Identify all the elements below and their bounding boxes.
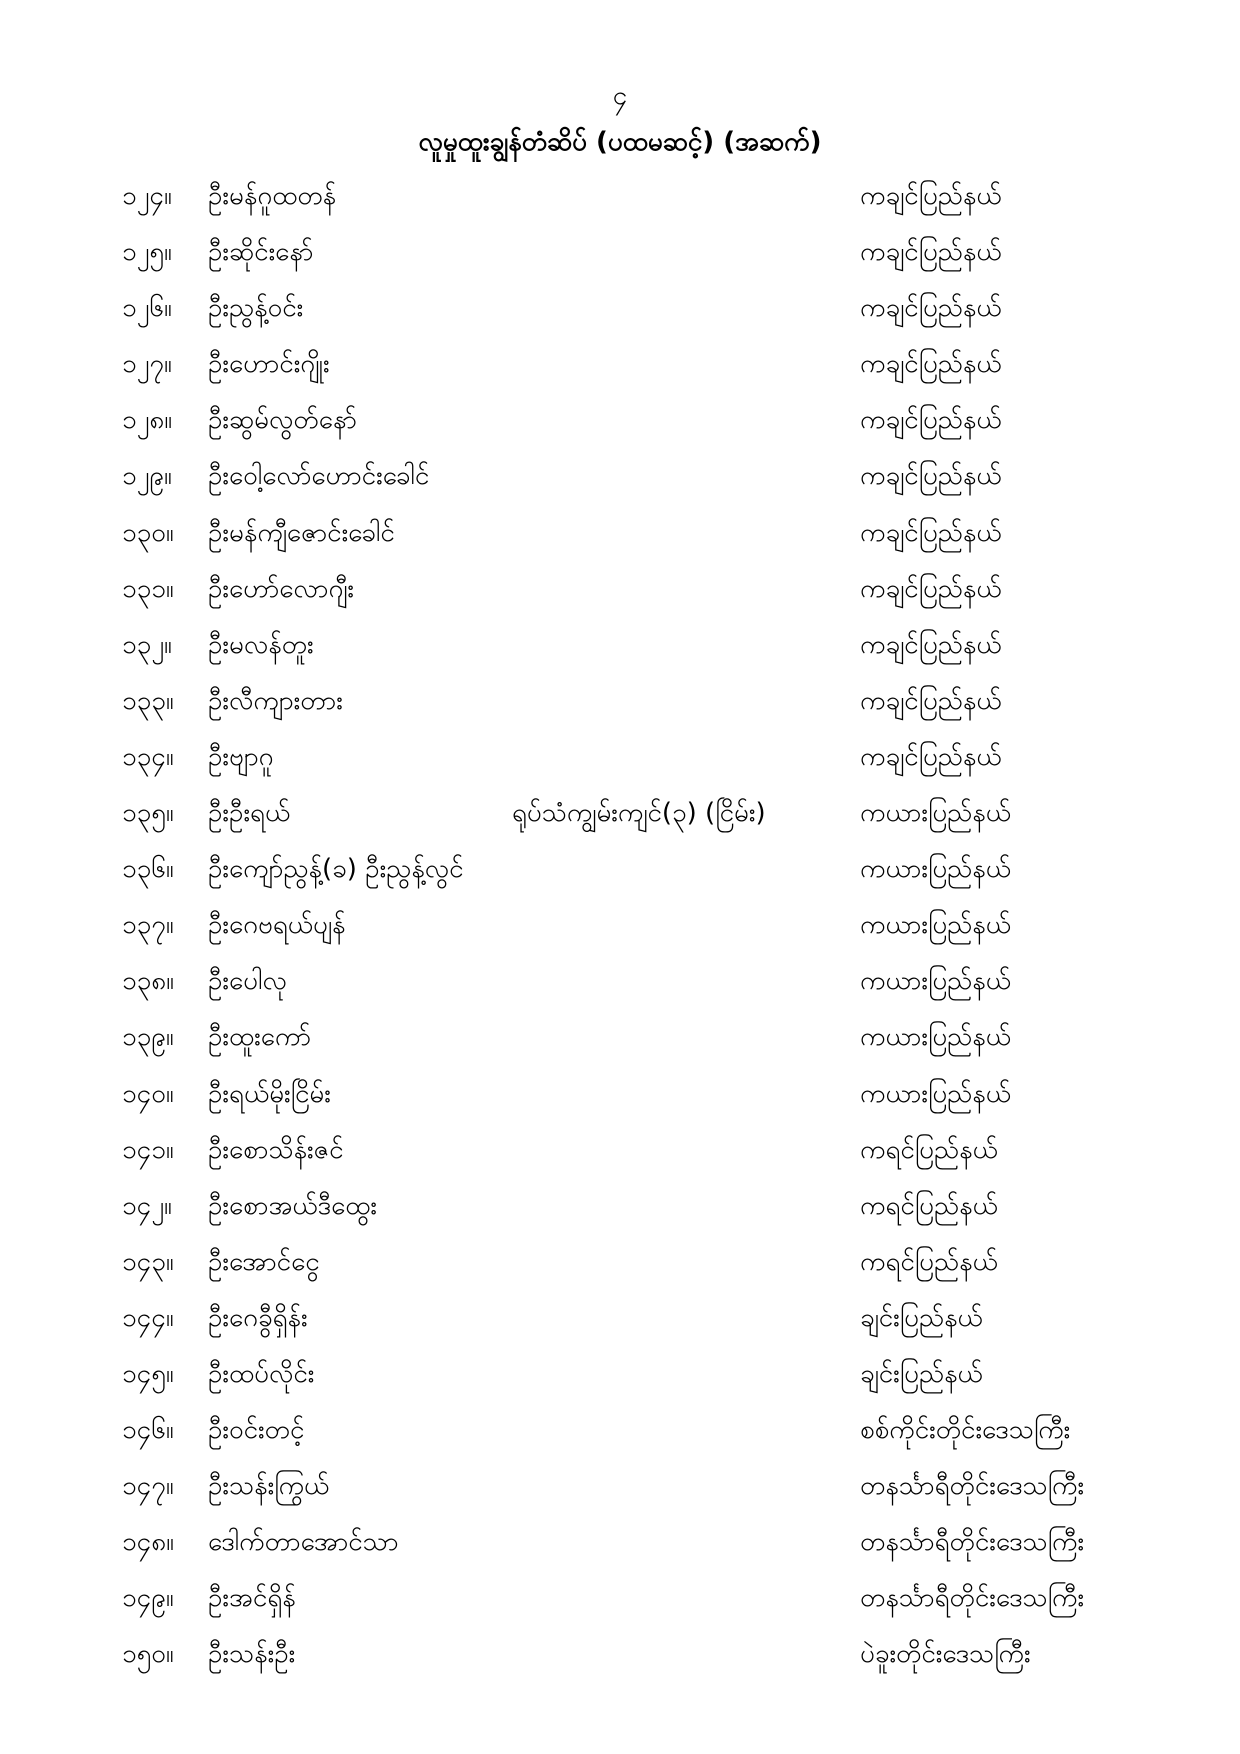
item-number: ၁၂၇။ [122,349,172,380]
awardee-name: ဦးထပ်လိုင်း [208,1358,315,1389]
awardee-region: ကချင်ပြည်နယ် [860,741,1002,772]
awardee-region: ကချင်ပြည်နယ် [860,181,1002,211]
awardee-region: ကယားပြည်နယ် [860,966,1011,997]
list-item [0,458,1240,514]
awardee-region: ကချင်ပြည်နယ် [860,685,1002,716]
awardee-name: ဦးသန်းကြွယ် [208,1471,330,1502]
list-item [0,515,1240,571]
awardee-region: တနင်္သာရီတိုင်းဒေသကြီး [860,1471,1085,1502]
awardee-region: ကယားပြည်နယ် [860,910,1011,941]
list-item [0,402,1240,458]
item-number: ၁၃၈။ [122,966,174,997]
item-number: ၁၃၉။ [122,1022,174,1053]
item-number: ၁၄၁။ [122,1134,174,1165]
awardee-name: ဦးပေါလု [208,966,287,997]
item-number: ၁၅၀။ [122,1639,174,1670]
awardee-region: ကချင်ပြည်နယ် [860,517,1002,548]
awardee-region: ကချင်ပြည်နယ် [860,573,1002,604]
item-number: ၁၃၁။ [122,573,174,604]
item-number: ၁၄၆။ [122,1415,174,1446]
awardee-name: ဦးဂေခွီရှိန်း [208,1302,308,1333]
awardee-region: ကယားပြည်နယ် [860,1078,1011,1109]
item-number: ၁၃၂။ [122,629,172,660]
item-number: ၁၃၅။ [122,798,174,829]
list-item [0,1636,1240,1692]
item-number: ၁၄၂။ [122,1190,172,1221]
list-item [0,851,1240,907]
list-item [0,683,1240,739]
list-item [0,234,1240,290]
list-item [0,1019,1240,1075]
item-number: ၁၂၄။ [122,181,172,211]
list-item [0,1412,1240,1468]
awardee-region: ကချင်ပြည်နယ် [860,461,1002,492]
list-item [0,963,1240,1019]
item-number: ၁၃၃။ [122,685,174,716]
page-title: လူမှုထူးချွန်တံဆိပ် (ပထမဆင့်) (အဆက်) [418,127,822,157]
item-number: ၁၂၉။ [122,461,172,492]
item-number: ၁၄၇။ [122,1471,174,1502]
awardee-name: ဦးညွန့်ဝင်း [208,293,304,324]
item-number: ၁၄၅။ [122,1358,174,1389]
awardee-name: ဦးဝင်းတင့် [208,1415,305,1446]
item-number: ၁၄၄။ [122,1302,174,1333]
awardee-region: ကချင်ပြည်နယ် [860,237,1002,268]
awardee-region: တနင်္သာရီတိုင်းဒေသကြီး [860,1527,1085,1558]
awardee-name: ဦးရယ်မိုးငြိမ်း [208,1078,331,1109]
list-item [0,627,1240,683]
awardee-region: ကချင်ပြည်နယ် [860,405,1002,436]
list-item [0,907,1240,963]
list-item [0,1132,1240,1188]
awardee-name: ဦးဦးရယ် [208,798,291,829]
list-item [0,1468,1240,1524]
list-item [0,571,1240,627]
list-item [0,1300,1240,1356]
awardee-name: ဦးစောအယ်ဒီထွေး [208,1190,377,1221]
awardee-name: ဦးအင်ရှိန် [208,1583,296,1614]
awardee-region: ကချင်ပြည်နယ် [860,293,1002,324]
awardee-name: ဦးဟောင်းဂျိုး [208,349,330,380]
awardee-region: တနင်္သာရီတိုင်းဒေသကြီး [860,1583,1085,1614]
item-number: ၁၄၀။ [122,1078,174,1109]
awardee-name: ဦးစောသိန်းဇင် [208,1134,344,1165]
item-number: ၁၂၈။ [122,405,173,436]
awardee-region: ပဲခူးတိုင်းဒေသကြီး [860,1639,1031,1670]
awardee-name: ဦးဝေါ့လော်ဟောင်းခေါင် [208,461,430,492]
awardee-name: ဦးဟော်လောဂျီး [208,573,355,604]
item-number: ၁၃၇။ [122,910,174,941]
awardee-name: ဦးလီကျားတား [208,685,343,716]
awardee-name: ဦးကျော်ညွန့်(ခ) ဦးညွန့်လွင် [208,854,464,885]
list-item [0,1524,1240,1580]
awardee-region: ကချင်ပြည်နယ် [860,629,1002,660]
list-item [0,795,1240,851]
awardee-name: ဒေါက်တာအောင်သာ [208,1527,399,1558]
awardee-region: ချင်းပြည်နယ် [860,1302,983,1333]
item-number: ၁၃၀။ [122,517,174,548]
item-number: ၁၃၆။ [122,854,174,885]
awardee-region: ကရင်ပြည်နယ် [860,1134,998,1165]
awardee-name: ဦးမလန်တူး [208,629,314,660]
awardee-region: ကချင်ပြည်နယ် [860,349,1002,380]
list-item [0,1244,1240,1300]
awardee-name: ဦးမန်ဂူထတန် [208,181,337,211]
awardee-name: ဦးဂေဗရယ်ပျန် [208,910,346,941]
list-item [0,178,1240,234]
list-item [0,346,1240,402]
awardee-name: ဦးဆွမ်လွတ်နော် [208,405,357,436]
awardee-list [0,178,1240,1693]
awardee-name: ဦးဆိုင်းနော် [208,237,314,268]
awardee-region: ကယားပြည်နယ် [860,1022,1011,1053]
awardee-region: ကရင်ပြည်နယ် [860,1190,998,1221]
list-item [0,1356,1240,1412]
awardee-region: ကယားပြည်နယ် [860,798,1011,829]
item-number: ၁၄၈။ [122,1527,174,1558]
awardee-region: စစ်ကိုင်းတိုင်းဒေသကြီး [860,1415,1071,1446]
awardee-region: ချင်းပြည်နယ် [860,1358,983,1389]
awardee-note: ရုပ်သံကျွမ်းကျင်(၃) (ငြိမ်း) [512,798,766,829]
list-item [0,1076,1240,1132]
list-item [0,739,1240,795]
list-item [0,1188,1240,1244]
awardee-region: ကရင်ပြည်နယ် [860,1246,998,1277]
item-number: ၁၄၃။ [122,1246,174,1277]
awardee-name: ဦးထူးကော် [208,1022,312,1053]
awardee-name: ဦးဗျာဂူ [208,741,274,772]
awardee-name: ဦးသန်းဦး [208,1639,296,1670]
item-number: ၁၂၆။ [122,293,172,324]
awardee-name: ဦးမန်ကျီဇောင်းခေါင် [208,517,395,548]
page-number: ၄ [612,81,628,111]
awardee-region: ကယားပြည်နယ် [860,854,1011,885]
awardee-name: ဦးအောင်ငွေ [208,1246,320,1277]
item-number: ၁၃၄။ [122,741,174,772]
item-number: ၁၂၅။ [122,237,172,268]
list-item [0,290,1240,346]
list-item [0,1580,1240,1636]
item-number: ၁၄၉။ [122,1583,174,1614]
